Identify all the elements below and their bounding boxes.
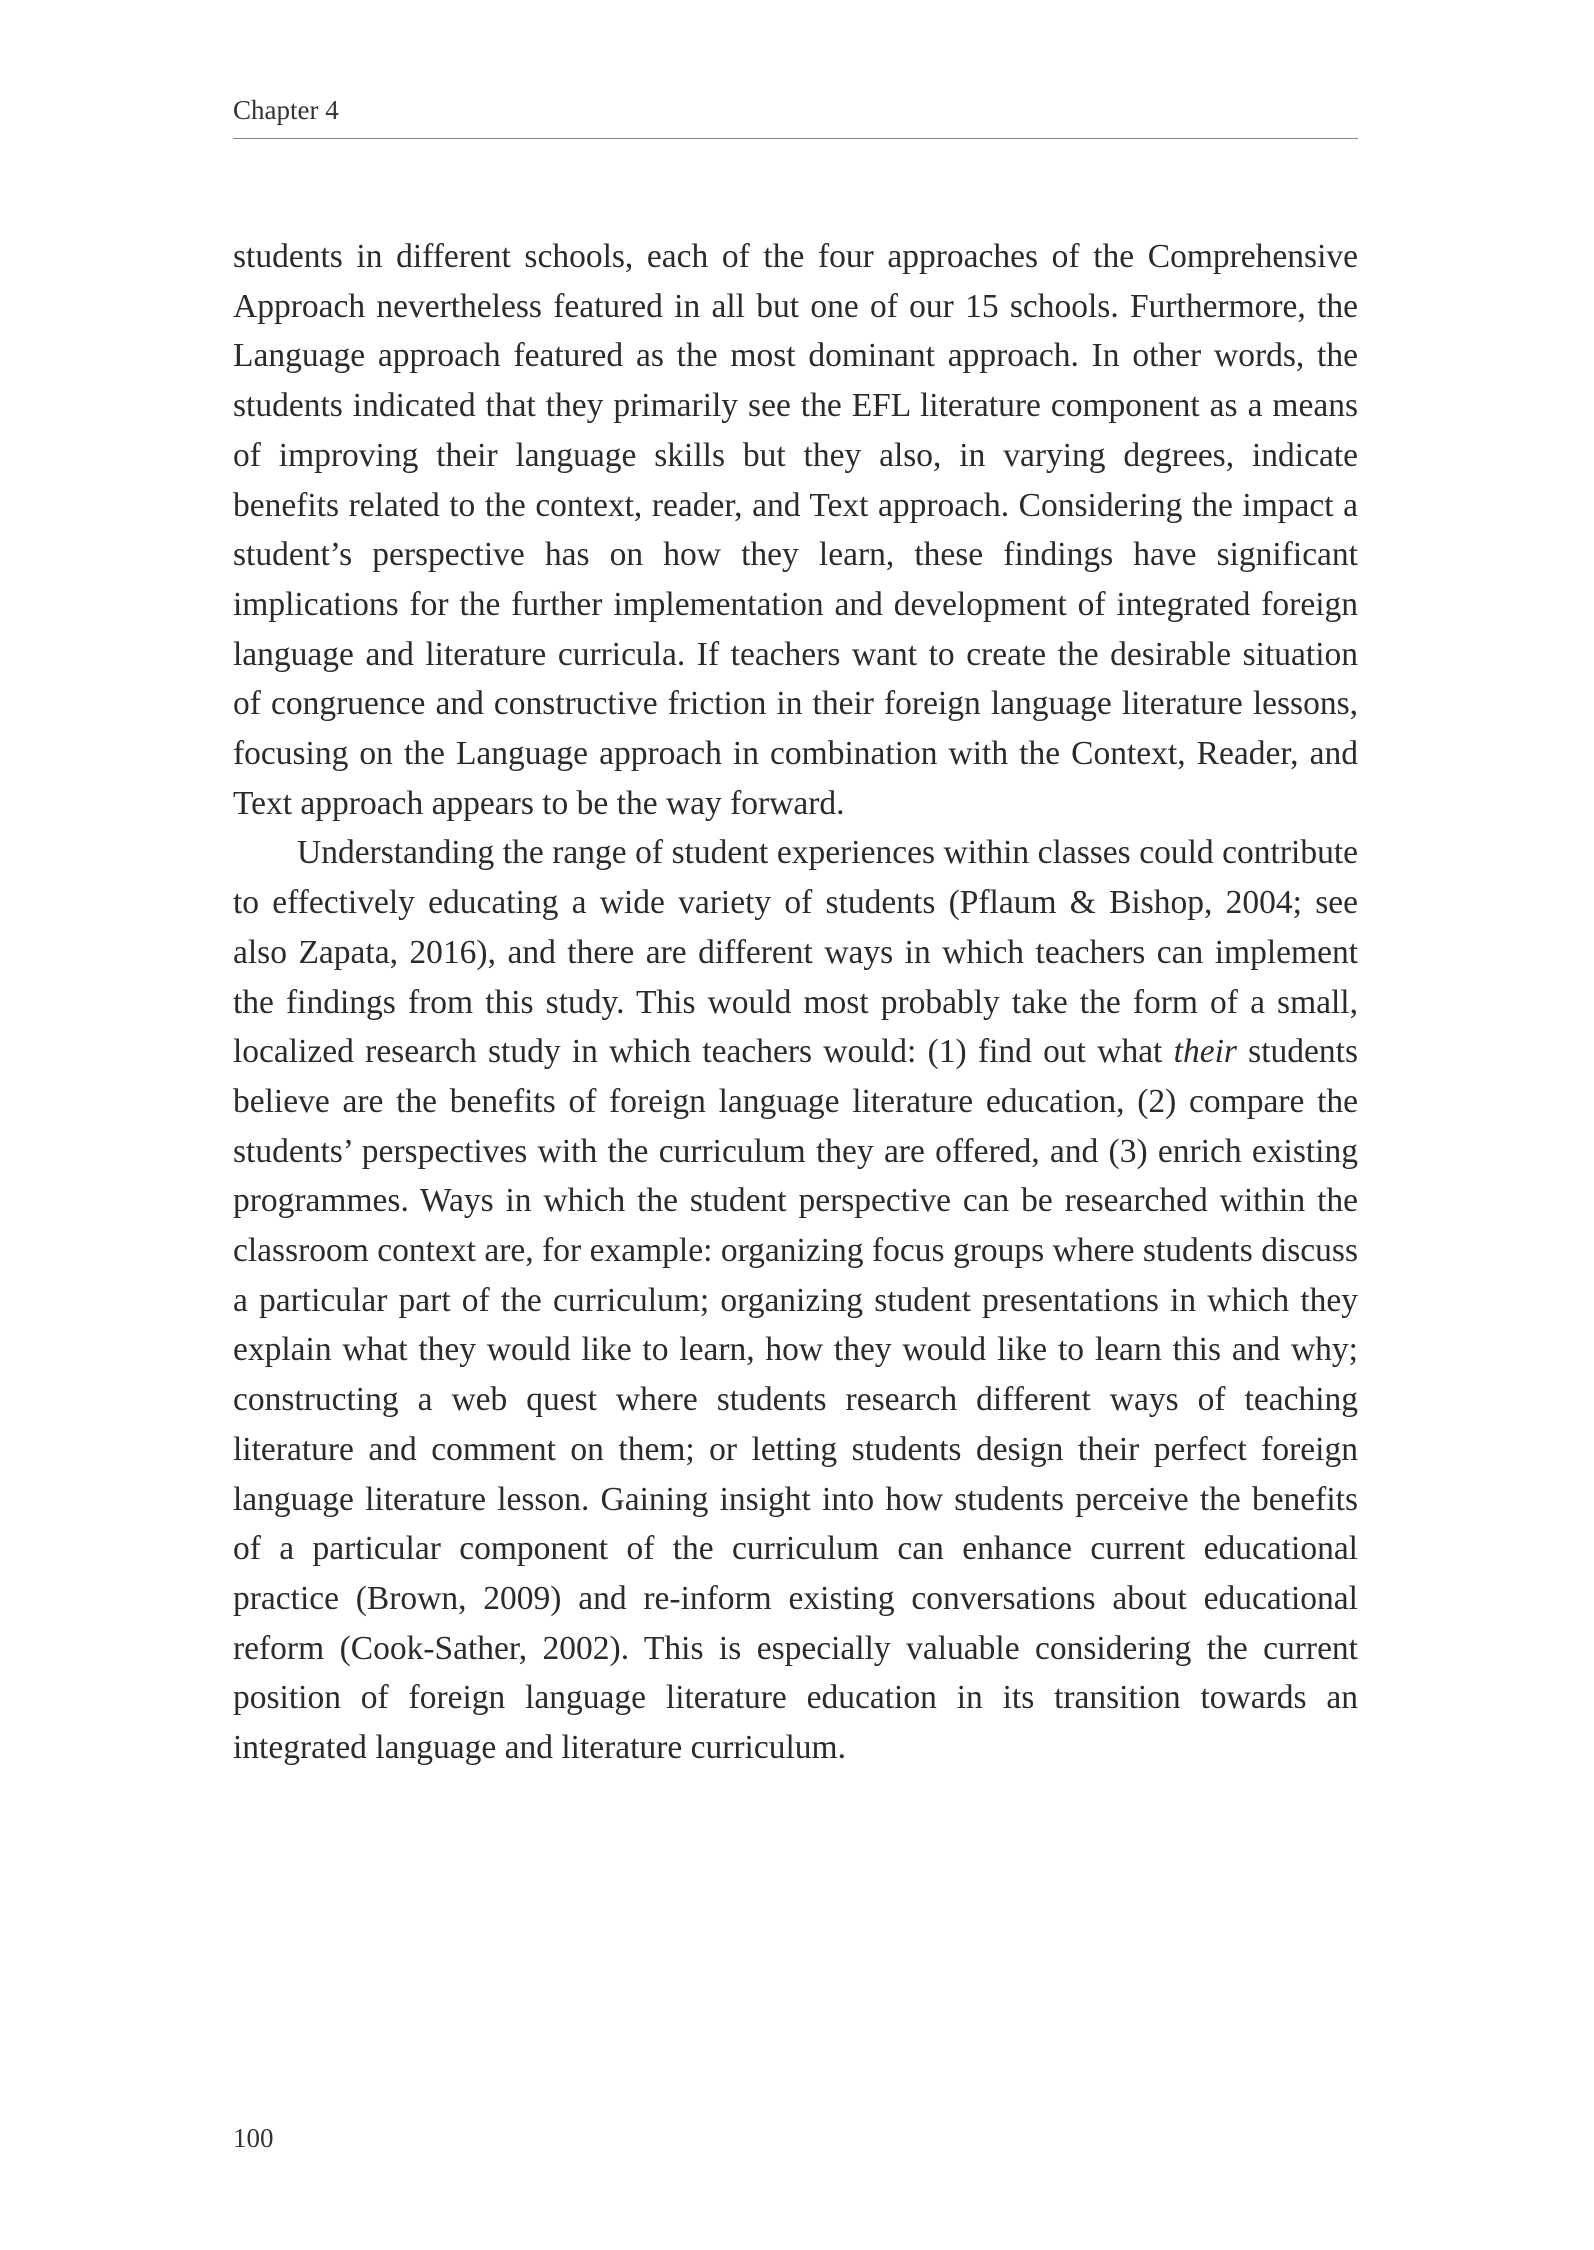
paragraph-2-emphasis: their [1173, 1033, 1237, 1071]
paragraph-2 [233, 828, 1358, 1772]
paragraph-1: students in different schools, each of the four approaches of the Comprehensive Approach nevertheless featured in all but one of our 15 schools. Furthermore, the Language approach featured as the most dominant approach. In other words, the students indicated that they primarily see the EFL literature component as a means of improving their language skills but they also, in varying degrees, indicate benefits related to the context, reader, and Text approach. Considering the impact a student’s perspective has on how they learn, these findings have significant implications for the further implementation and development of integrated foreign language and literature curricula. If teachers want to create the desirable situation of congruence and constructive friction in their foreign language literature lessons, focusing on the Language approach in combination with the Context, Reader, and Text approach appears to be the way forward. [233, 238, 1358, 822]
paragraph-2-part-b: students believe are the benefits of foreign language literature education, (2) compare the students’ perspectives with the curriculum they are offered, and (3) enrich existing programmes. Ways in which the student perspective can be researched within the classroom context are, for example: organizing focus groups where students discuss a particular part of the curriculum; organizing student presentations in which they explain what they would like to learn, how they would like to learn this and why; constructing a web quest where students research different ways of teaching literature and comment on them; or letting students design their perfect foreign language literature lesson. Gaining insight into how students perceive the benefits of a particular component of the curriculum can enhance current educational practice (Brown, 2009) and re-inform existing conversations about educational reform (Cook-Sather, 2002). This is especially valuable considering the current position of foreign language literature education in its transition towards an integrated language and literature curriculum. [233, 1033, 1358, 1767]
running-header [233, 90, 1358, 139]
paragraph-2-part-a: Understanding the range of student experiences within classes could contribute to effectively educating a wide variety of students (Pflaum & Bishop, 2004; see also Zapata, 2016), and there are different ways in which teachers can implement the findings from this study. This would most probably take the form of a small, localized research study in which teachers would: (1) find out what [233, 834, 1358, 1071]
body-text [233, 232, 1358, 1773]
page-number: 100 [233, 2123, 274, 2153]
chapter-label: Chapter 4 [233, 95, 339, 125]
